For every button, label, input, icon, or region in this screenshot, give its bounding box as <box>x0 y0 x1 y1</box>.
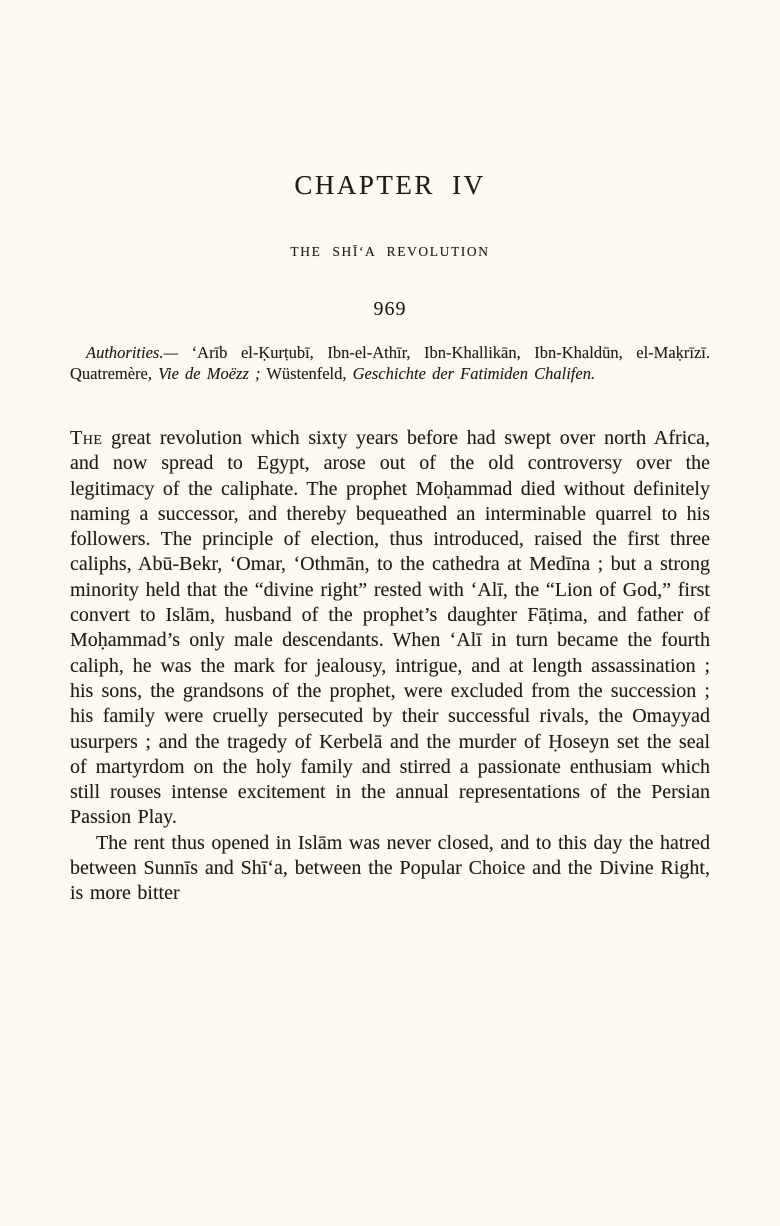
authorities-names: ‘Arīb el-Ḳurṭubī, Ibn-el-Athīr, Ibn-Khallikān, Ibn-Khaldūn, el-Maḳrīzī. Quatremère, <box>70 343 710 383</box>
chapter-heading: CHAPTER IV <box>294 170 486 200</box>
lead-word: The <box>70 427 103 449</box>
authorities-connector: Wüstenfeld, <box>260 363 353 383</box>
chapter-subtitle: THE SHĪ‘A REVOLUTION <box>290 244 490 259</box>
date-heading: 969 <box>373 298 407 320</box>
authorities-work-title-2: Geschichte der Fatimiden Chalifen. <box>352 363 596 383</box>
paragraph-2: The rent thus opened in Islām was never closed, and to this day the hatred between Sunnīs and Shī‘a, between the Popular Choice and the Divine Right, is more bitter <box>70 831 710 905</box>
authorities-work-title-1: Vie de Moëzz ; <box>158 363 261 383</box>
paragraph-1-text: great revolution which sixty years before had swept over north Africa, and now spread to Egypt, arose out of the old controversy over the legitimacy of the caliphate. The prophet Moḥammad died without definitely naming a successor, and thereby bequeathed an interminable quarrel to his followers. The principle of election, thus introduced, raised the first three caliphs, Abū-Bekr, ‘Omar, ‘Othmān, to the cathedra at Medīna ; but a strong minority held that the “divine right” rested with ‘Alī, the “Lion of God,” first convert to Islām, husband of the prophet’s daughter Fāṭima, and father of Moḥammad’s only male descendants. When ‘Alī in turn became the fourth caliph, he was the mark for jealousy, intrigue, and at length assassination ; his sons, the grandsons of the prophet, were excluded from the succession ; his family were cruelly persecuted by their successful rivals, the Omayyad usurpers ; and the tragedy of Kerbelā and the murder of Ḥoseyn set the seal of martyrdom on the holy family and stirred a passionate enthusiam which still rouses intense excitement in the annual representations of the Persian Passion Play. <box>70 427 710 829</box>
authorities-note <box>70 343 710 384</box>
paragraph-1 <box>70 426 710 831</box>
authorities-label: Authorities.— <box>86 343 179 362</box>
